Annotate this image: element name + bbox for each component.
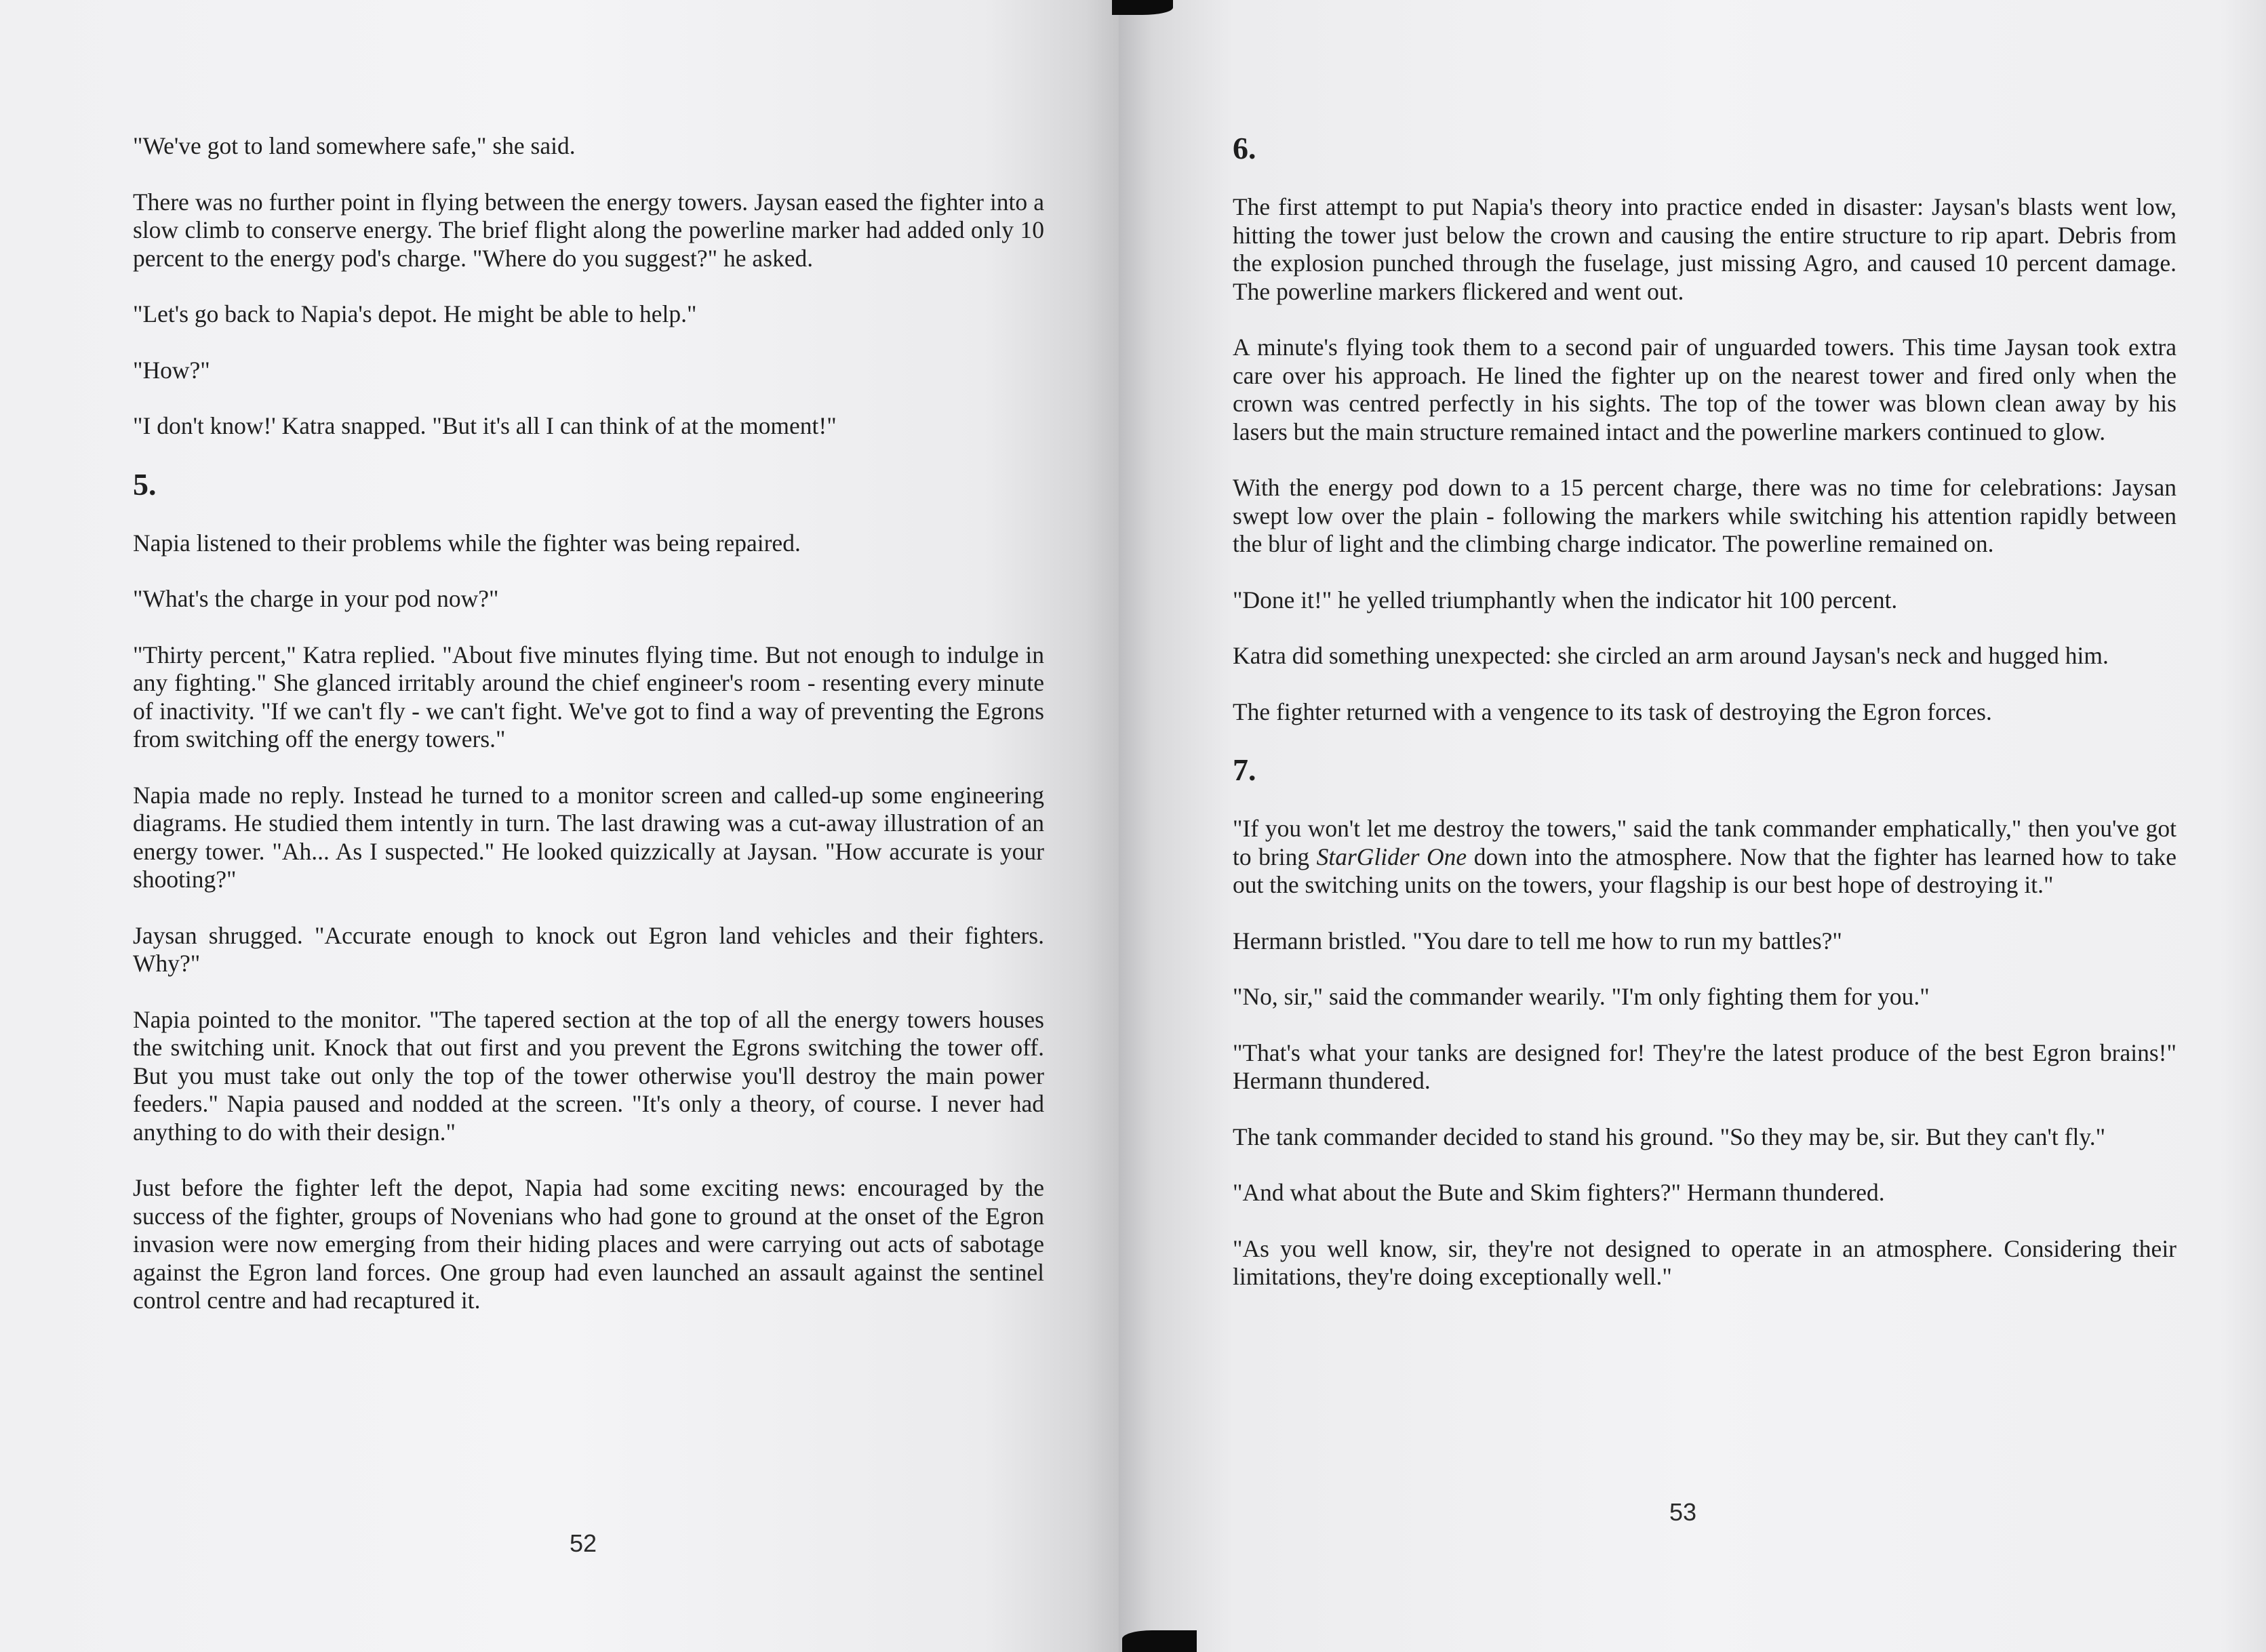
paragraph: Napia made no reply. Instead he turned to a monitor screen and called-up some engineering diagrams. He studied them intently in turn. The last drawing was a cut-away illustration of an energy tower. "Ah... As I suspected." He looked quizzically at Jaysan. "How accurate is your shooting?" [133,781,1044,893]
paragraph: "That's what your tanks are designed for! They're the latest produce of the best Egron brains!" Hermann thundered. [1233,1039,2176,1094]
paragraph: "What's the charge in your pod now?" [133,585,499,612]
book-spine-shadow [1122,1630,1197,1652]
paragraph: The first attempt to put Napia's theory into practice ended in disaster: Jaysan's blasts went low, hitting the tower just below the crown and causing the entire structure to rip apart. Debris from the explosion punched through the fuselage, just missing Agro, and caused 10 percent damage. The powerline markers flickered and went out. [1233,193,2176,305]
paragraph: Just before the fighter left the depot, Napia had some exciting news: encouraged by the success of the fighter, groups of Novenians who had gone to ground at the onset of the Egron invasion were now emerging from their hiding places and were carrying out acts of sabotage against the Egron land forces. One group had even launched an assault against the sentinel control centre and had recaptured it. [133,1174,1044,1314]
paragraph: "I don't know!' Katra snapped. "But it's all I can think of at the moment!" [133,412,837,439]
page-number: 53 [1669,1498,1697,1526]
chapter-heading: 7. [1233,752,1256,787]
left-page [0,0,1119,1652]
right-page [1119,0,2266,1652]
paragraph: Katra did something unexpected: she circled an arm around Jaysan's neck and hugged him. [1233,642,2109,669]
paragraph: Napia listened to their problems while the fighter was being repaired. [133,529,801,557]
right-page-text [1233,132,2176,1319]
paragraph: There was no further point in flying between the energy towers. Jaysan eased the fighter into a slow climb to conserve energy. The brief flight along the powerline marker had added only 10 percent to the energy pod's charge. "Where do you suggest?" he asked. [133,188,1044,272]
paragraph: "As you well know, sir, they're not designed to operate in an atmosphere. Considering their limitations, they're doing exceptionally well." [1233,1234,2176,1290]
left-page-text [133,132,1044,1343]
book-spine-shadow [1112,0,1173,15]
paragraph: With the energy pod down to a 15 percent charge, there was no time for celebrations: Jaysan swept low over the plain - following the markers while switching his attention rapidly between the blur of light and the climbing charge indicator. The powerline remained on. [1233,474,2176,557]
paragraph: "Thirty percent," Katra replied. "About five minutes flying time. But not enough to indulge in any fighting." She glanced irritably around the chief engineer's room - resenting every minute of inactivity. "If we can't fly - we can't fight. We've got to find a way of preventing the Egrons from switching off the energy towers." [133,641,1044,752]
paragraph: The fighter returned with a vengence to its task of destroying the Egron forces. [1233,698,1992,725]
paragraph: Jaysan shrugged. "Accurate enough to knock out Egron land vehicles and their fighters. Why?" [133,921,1044,977]
paragraph: "Let's go back to Napia's depot. He might be able to help." [133,300,697,327]
paragraph: Napia pointed to the monitor. "The tapered section at the top of all the energy towers houses the switching unit. Knock that out first and you prevent the Egrons switching the tower off. But you must take out only the top of the tower otherwise you'll destroy the main power feeders." Napia paused and nodded at the screen. "It's only a theory, of course. I never had anything to do with their design." [133,1005,1044,1146]
paragraph: "How?" [133,356,210,384]
chapter-heading: 6. [1233,131,1256,165]
chapter-heading: 5. [133,466,157,502]
paragraph: "No, sir," said the commander wearily. "I'm only fighting them for you." [1233,983,1930,1010]
paragraph: The tank commander decided to stand his ground. "So they may be, sir. But they can't fly." [1233,1123,2106,1150]
ship-name: StarGlider One [1316,843,1467,870]
page-number: 52 [570,1529,597,1557]
paragraph: Hermann bristled. "You dare to tell me how to run my battles?" [1233,927,1842,954]
paragraph: "And what about the Bute and Skim fighters?" Hermann thundered. [1233,1179,1885,1206]
paragraph: "If you won't let me destroy the towers," said the tank commander emphatically," then you've got to bring StarGlider One down into the atmosphere. Now that the fighter has learned how to take out the switching units on the towers, your flagship is our best hope of destroying it." [1233,815,2176,898]
paragraph: "We've got to land somewhere safe," she said. [133,132,576,159]
paragraph: "Done it!" he yelled triumphantly when the indicator hit 100 percent. [1233,586,1898,613]
paragraph: A minute's flying took them to a second pair of unguarded towers. This time Jaysan took extra care over his approach. He lined the fighter up on the nearest tower and fired only when the crown was centred perfectly in his sights. The top of the tower was blown clean away by his lasers but the main structure remained intact and the powerline markers continued to glow. [1233,334,2176,445]
